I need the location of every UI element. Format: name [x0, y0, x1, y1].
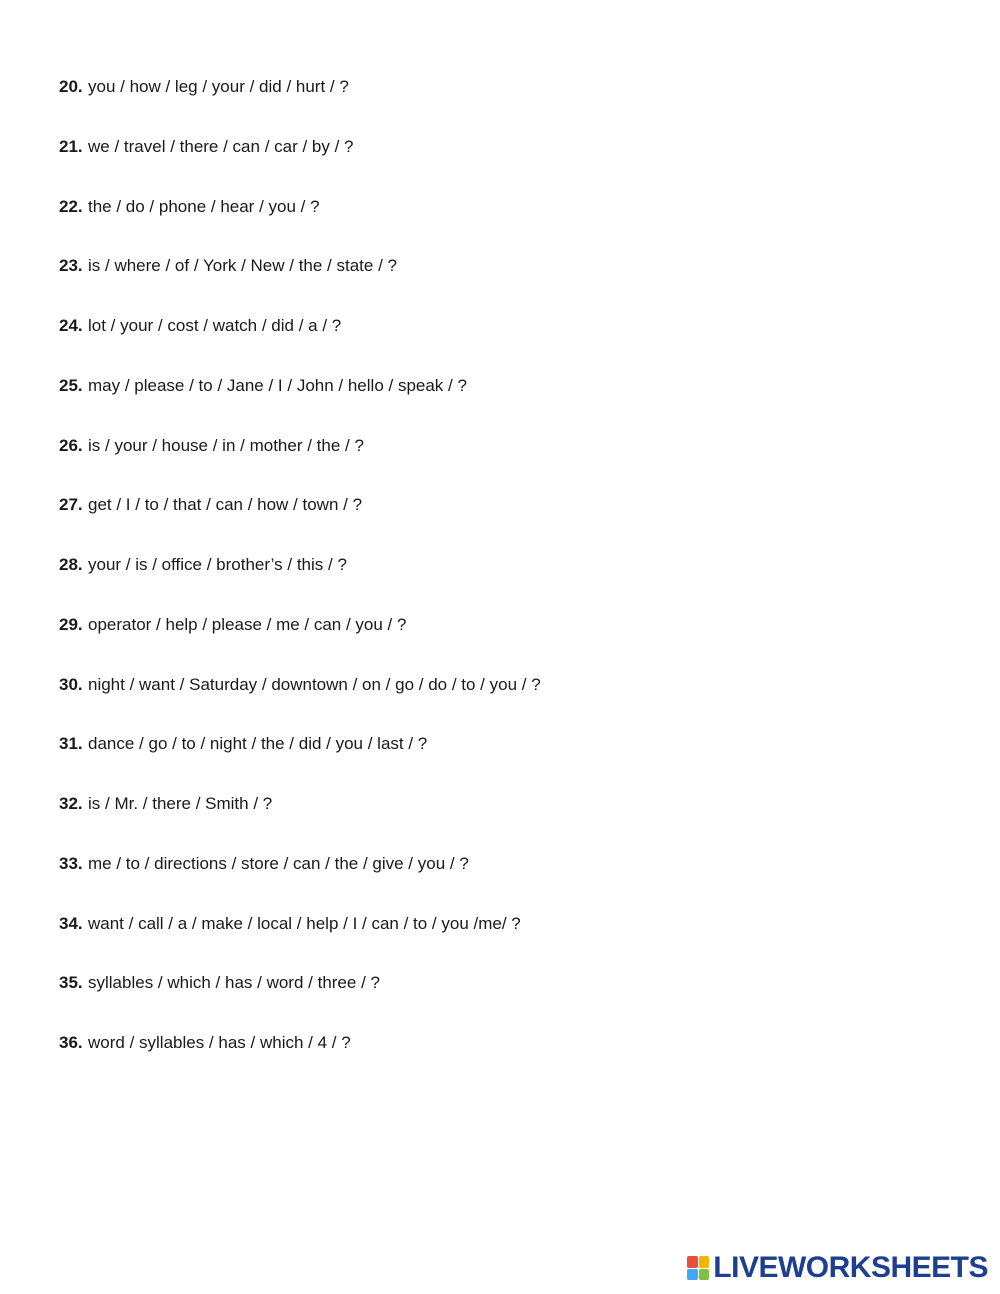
item-words: lot / your / cost / watch / did / a / ?	[88, 316, 342, 335]
item-number: 23.	[59, 256, 83, 276]
worksheet-item	[59, 315, 959, 375]
worksheet-item	[59, 76, 959, 136]
item-number: 27.	[59, 495, 83, 515]
worksheet-item	[59, 733, 959, 793]
worksheet-item	[59, 375, 959, 435]
item-words: me / to / directions / store / can / the / give / you / ?	[88, 853, 469, 873]
item-words: word / syllables / has / which / 4 / ?	[88, 1033, 351, 1052]
worksheet-item	[59, 554, 959, 614]
worksheet-item	[59, 136, 959, 196]
item-number: 20.	[59, 77, 83, 96]
worksheet-item	[59, 614, 959, 674]
worksheet-item	[59, 435, 959, 495]
item-number: 35.	[59, 973, 83, 993]
item-words: dance / go / to / night / the / did / you / last / ?	[88, 734, 428, 754]
item-words: is / where / of / York / New / the / state / ?	[88, 256, 397, 276]
item-number: 32.	[59, 794, 83, 813]
item-words: your / is / office / brother’s / this / ?	[88, 555, 347, 574]
item-words: is / your / house / in / mother / the / ?	[88, 435, 364, 455]
worksheet-item	[59, 674, 959, 734]
logo-mark-cell	[699, 1256, 710, 1268]
item-words: the / do / phone / hear / you / ?	[88, 196, 320, 216]
worksheet-item	[59, 913, 959, 973]
item-number: 34.	[59, 913, 83, 933]
item-number: 21.	[59, 136, 83, 156]
item-words: is / Mr. / there / Smith / ?	[88, 794, 273, 813]
worksheet-list	[59, 76, 959, 1092]
logo-mark-cell	[687, 1256, 698, 1268]
item-words: you / how / leg / your / did / hurt / ?	[88, 77, 349, 96]
worksheet-item	[59, 494, 959, 554]
item-words: syllables / which / has / word / three / ?	[88, 973, 380, 993]
item-number: 28.	[59, 555, 83, 574]
logo-mark-icon	[687, 1256, 709, 1280]
logo-mark-cell	[687, 1269, 698, 1281]
worksheet-item	[59, 255, 959, 315]
item-number: 26.	[59, 435, 83, 455]
worksheet-item	[59, 853, 959, 913]
item-words: operator / help / please / me / can / you / ?	[88, 614, 407, 634]
item-number: 22.	[59, 196, 83, 216]
item-number: 36.	[59, 1033, 83, 1052]
item-number: 31.	[59, 734, 83, 754]
item-words: we / travel / there / can / car / by / ?	[88, 136, 354, 156]
worksheet-item	[59, 196, 959, 256]
item-words: night / want / Saturday / downtown / on / go / do / to / you / ?	[88, 674, 541, 694]
item-number: 30.	[59, 674, 83, 694]
item-words: may / please / to / Jane / I / John / hello / speak / ?	[88, 375, 467, 395]
worksheet-item	[59, 1032, 959, 1092]
item-words: get / I / to / that / can / how / town / ?	[88, 495, 363, 515]
logo-mark-cell	[699, 1269, 710, 1281]
worksheet-item	[59, 972, 959, 1032]
item-number: 25.	[59, 375, 83, 395]
item-number: 24.	[59, 316, 83, 335]
logo-text: LIVEWORKSHEETS	[713, 1251, 988, 1284]
worksheet-item	[59, 793, 959, 853]
liveworksheets-logo	[687, 1251, 988, 1284]
item-number: 29.	[59, 614, 83, 634]
item-number: 33.	[59, 853, 83, 873]
item-words: want / call / a / make / local / help / I / can / to / you /me/ ?	[88, 913, 521, 933]
